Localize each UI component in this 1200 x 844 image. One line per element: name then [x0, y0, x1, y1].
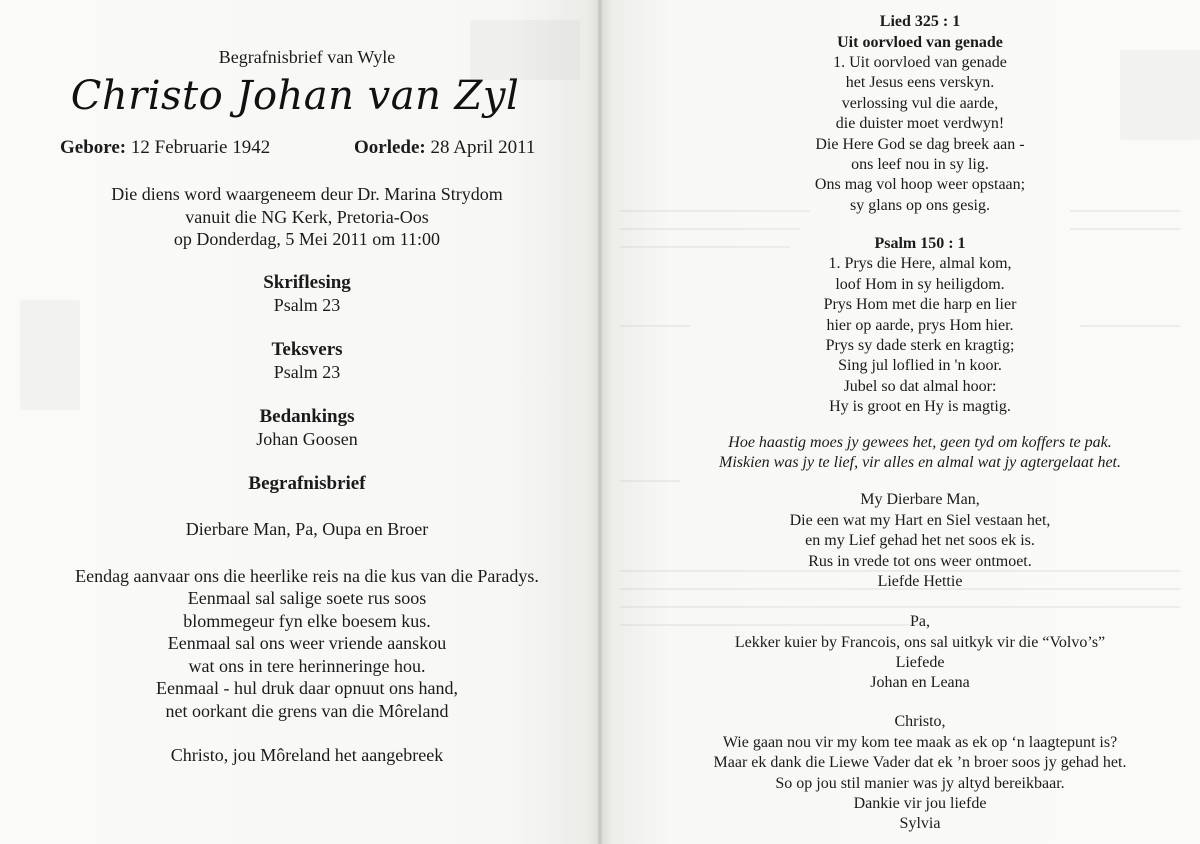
message-line: Dankie vir jou liefde [853, 795, 987, 812]
psalm-line: Sing jul loflied in 'n koor. [838, 357, 1002, 374]
died-label: Oorlede: [354, 137, 426, 158]
section-text: Psalm 23 [273, 295, 341, 315]
poem-line: Eendag aanvaar ons die heerlike reis na die kus van die Paradys. [75, 566, 539, 586]
hymn-line: 1. Uit oorvloed van genade [833, 54, 1007, 71]
section-heading: Skriflesing [263, 272, 351, 293]
service-line: op Donderdag, 5 Mei 2011 om 11:00 [173, 229, 441, 249]
message-line: Lekker kuier by Francois, ons sal uitkyk vir die “Volvo’s” [734, 634, 1106, 651]
poem-line: Eenmaal - hul druk daar opnuut ons hand, [156, 678, 458, 698]
hymn-line: het Jesus eens verskyn. [845, 74, 995, 91]
message-line: So op jou stil manier was jy altyd bereikbaar. [775, 775, 1065, 792]
hymn-line: die duister moet verdwyn! [835, 115, 1005, 132]
psalm-line: Prys Hom met die harp en lier [823, 296, 1017, 313]
psalm-line: loof Hom in sy heiligdom. [835, 276, 1005, 293]
poem-line: blommegeur fyn elke boesem kus. [183, 611, 431, 631]
section-text: Johan Goosen [256, 429, 358, 449]
message-line: Die een wat my Hart en Siel vestaan het, [789, 512, 1051, 529]
section-text: Psalm 23 [273, 362, 341, 382]
psalm-line: Hy is groot en Hy is magtig. [829, 398, 1011, 415]
psalm-title: Psalm 150 : 1 [874, 235, 966, 252]
born-info [60, 137, 270, 159]
message-line: en my Lief gehad het net soos ek is. [805, 532, 1035, 549]
died-info [354, 137, 535, 159]
right-page [600, 0, 1200, 844]
born-date: 12 Februarie 1942 [130, 137, 271, 158]
bleed-through-line [620, 228, 800, 230]
born-label: Gebore: [60, 137, 127, 158]
message-line: Pa, [910, 613, 930, 630]
quote-line: Miskien was jy te lief, vir alles en almal wat jy agtergelaat het. [719, 454, 1121, 471]
intro-line: Begrafnisbrief van Wyle [218, 47, 396, 67]
message-line: Christo, [894, 713, 946, 730]
hymn-line: verlossing vul die aarde, [841, 95, 999, 112]
hymn-line: ons leef nou in sy lig. [851, 156, 989, 173]
psalm-line: 1. Prys die Here, almal kom, [828, 255, 1012, 272]
poem-line: net oorkant die grens van die Môreland [165, 701, 449, 721]
closing-line: Christo, jou Môreland het aangebreek [170, 745, 444, 765]
message-signature: Johan en Leana [870, 674, 970, 691]
message-line: My Dierbare Man, [860, 491, 980, 508]
hymn-title: Lied 325 : 1 [879, 13, 961, 30]
message-line: Rus in vrede tot ons weer ontmoet. [808, 553, 1032, 570]
message-line: Wie gaan nou vir my kom tee maak as ek op ‘n laagtepunt is? [722, 734, 1118, 751]
hymn-subtitle: Uit oorvloed van genade [837, 34, 1003, 51]
hymn-line: Die Here God se dag breek aan - [815, 136, 1025, 153]
hymn-line: Ons mag vol hoop weer opstaan; [814, 176, 1026, 193]
died-date: 28 April 2011 [430, 137, 536, 158]
psalm-line: Prys sy dade sterk en kragtig; [825, 337, 1015, 354]
letter-heading: Begrafnisbrief [248, 473, 366, 494]
message-signature: Liefde Hettie [877, 573, 963, 590]
poem-line: wat ons in tere herinneringe hou. [188, 656, 426, 676]
bleed-through-line [620, 606, 1180, 608]
bleed-through-line [1070, 228, 1180, 230]
quote-line: Hoe haastig moes jy gewees het, geen tyd om koffers te pak. [728, 434, 1112, 451]
message-line: Maar ek dank die Liewe Vader dat ek ’n broer soos jy gehad het. [713, 754, 1127, 771]
deceased-name: Christo Johan van Zyl [70, 73, 520, 119]
message-signature: Sylvia [899, 815, 941, 832]
bleed-through-line [620, 480, 680, 482]
hymn-line: sy glans op ons gesig. [850, 197, 990, 214]
salutation: Dierbare Man, Pa, Oupa en Broer [185, 519, 429, 539]
service-line: Die diens word waargeneem deur Dr. Marina Strydom [111, 184, 503, 204]
psalm-line: Jubel so dat almal hoor: [843, 378, 997, 395]
psalm-line: hier op aarde, prys Hom hier. [826, 317, 1014, 334]
poem-line: Eenmaal sal salige soete rus soos [187, 588, 427, 608]
section-heading: Bedankings [259, 406, 355, 427]
message-line: Liefede [895, 654, 945, 671]
page-fold [598, 0, 602, 844]
section-heading: Teksvers [271, 339, 343, 360]
poem-line: Eenmaal sal ons weer vriende aanskou [167, 633, 447, 653]
service-line: vanuit die NG Kerk, Pretoria-Oos [185, 207, 429, 227]
